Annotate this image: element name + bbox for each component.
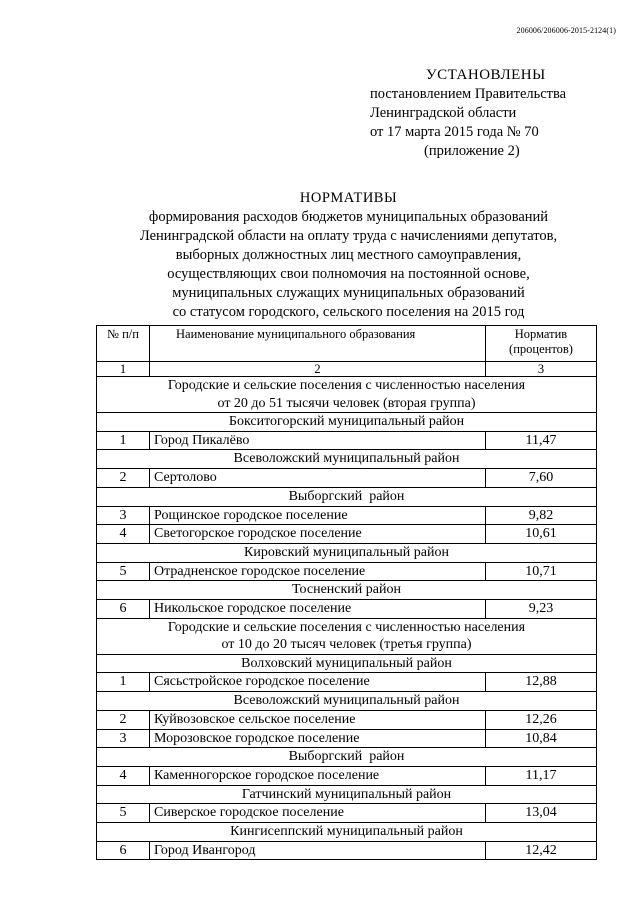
- approval-block: [370, 66, 620, 161]
- group-heading-line: от 10 до 20 тысяч человек (третья группа): [221, 637, 472, 653]
- table-row: [97, 469, 597, 488]
- norms-table: [96, 325, 597, 860]
- district-row: [97, 692, 597, 711]
- title-heading: НОРМАТИВЫ: [299, 190, 398, 206]
- district-name: Гатчинский муниципальный район: [97, 785, 597, 804]
- table-row: [97, 431, 597, 450]
- district-name: Кингисеппский муниципальный район: [97, 823, 597, 842]
- district-row: [97, 823, 597, 842]
- title-line: осуществляющих свои полномочия на постоянной основе,: [167, 266, 530, 282]
- district-row: [97, 543, 597, 562]
- district-name: Кировский муниципальный район: [97, 543, 597, 562]
- district-row: [97, 581, 597, 600]
- district-name: Волховский муниципальный район: [97, 654, 597, 673]
- district-row: [97, 785, 597, 804]
- group-heading-line: Городские и сельские поселения с численностью населения: [167, 619, 526, 635]
- approval-line: постановлением Правительства: [370, 86, 567, 102]
- title-line: выборных должностных лиц местного самоуправления,: [175, 247, 522, 263]
- group-heading-row: [97, 618, 597, 654]
- row-name: Каменногорское городское поселение: [150, 766, 486, 785]
- table-row: [97, 804, 597, 823]
- row-value: 7,60: [486, 469, 597, 488]
- row-name: Светогорское городское поселение: [150, 525, 486, 544]
- district-name: Тосненский район: [97, 581, 597, 600]
- row-num: 2: [97, 710, 150, 729]
- header-num: № п/п: [97, 326, 150, 362]
- title-line: формирования расходов бюджетов муниципальных образований: [148, 209, 549, 225]
- column-number-row: [97, 362, 597, 377]
- row-value: 11,17: [486, 766, 597, 785]
- approval-title: УСТАНОВЛЕНЫ: [426, 67, 546, 83]
- col-number: 1: [97, 362, 150, 377]
- approval-date: от 17 марта 2015 года № 70: [370, 124, 539, 140]
- group-heading-line: Городские и сельские поселения с численностью населения: [167, 378, 526, 393]
- row-num: 4: [97, 766, 150, 785]
- row-num: 1: [97, 431, 150, 450]
- group-heading: [97, 377, 597, 413]
- district-name: Выборгский район: [97, 748, 597, 767]
- col-number: 2: [150, 362, 486, 377]
- row-value: 11,47: [486, 431, 597, 450]
- header-name: Наименование муниципального образования: [150, 326, 486, 362]
- title-line: Ленинградской области на оплату труда с начислениями депутатов,: [139, 228, 558, 244]
- row-num: 3: [97, 506, 150, 525]
- district-name: Бокситогорский муниципальный район: [97, 413, 597, 432]
- row-num: 3: [97, 729, 150, 748]
- group-heading: [97, 618, 597, 654]
- row-name: Морозовское городское поселение: [150, 729, 486, 748]
- group-heading-row: [97, 377, 597, 413]
- row-value: 10,61: [486, 525, 597, 544]
- row-name: Город Ивангород: [150, 841, 486, 860]
- row-name: Никольское городское поселение: [150, 600, 486, 619]
- district-row: [97, 654, 597, 673]
- district-row: [97, 450, 597, 469]
- row-value: 9,82: [486, 506, 597, 525]
- title-line: муниципальных служащих муниципальных образований: [172, 285, 525, 301]
- row-num: 6: [97, 841, 150, 860]
- district-name: Всеволожский муниципальный район: [97, 450, 597, 469]
- row-name: Отрадненское городское поселение: [150, 562, 486, 581]
- header-norm: Норматив (процентов): [486, 326, 597, 362]
- table-row: [97, 841, 597, 860]
- district-row: [97, 487, 597, 506]
- document-title: [0, 189, 640, 322]
- table-row: [97, 729, 597, 748]
- row-num: 4: [97, 525, 150, 544]
- row-num: 6: [97, 600, 150, 619]
- row-num: 5: [97, 804, 150, 823]
- table-row: [97, 562, 597, 581]
- table-header-row: [97, 326, 597, 362]
- row-value: 13,04: [486, 804, 597, 823]
- row-num: 1: [97, 673, 150, 692]
- table-row: [97, 600, 597, 619]
- table-row: [97, 710, 597, 729]
- row-name: Рощинское городское поселение: [150, 506, 486, 525]
- row-num: 2: [97, 469, 150, 488]
- group-heading-line: от 20 до 51 тысячи человек (вторая группа): [217, 395, 476, 411]
- approval-line: Ленинградской области: [370, 105, 517, 121]
- row-num: 5: [97, 562, 150, 581]
- row-name: Сясьстройское городское поселение: [150, 673, 486, 692]
- district-row: [97, 748, 597, 767]
- document-code: 206006/206006-2015-2124(1): [516, 26, 616, 35]
- row-name: Сиверское городское поселение: [150, 804, 486, 823]
- title-line: со статусом городского, сельского поселения на 2015 год: [172, 304, 525, 320]
- row-name: Куйвозовское сельское поселение: [150, 710, 486, 729]
- row-value: 10,84: [486, 729, 597, 748]
- row-value: 9,23: [486, 600, 597, 619]
- row-value: 12,42: [486, 841, 597, 860]
- district-name: Выборгский район: [97, 487, 597, 506]
- table-row: [97, 525, 597, 544]
- row-value: 12,26: [486, 710, 597, 729]
- district-name: Всеволожский муниципальный район: [97, 692, 597, 711]
- appendix-label: (приложение 2): [424, 143, 520, 159]
- row-value: 12,88: [486, 673, 597, 692]
- row-name: Город Пикалёво: [150, 431, 486, 450]
- district-row: [97, 413, 597, 432]
- col-number: 3: [486, 362, 597, 377]
- table-row: [97, 673, 597, 692]
- table-row: [97, 506, 597, 525]
- row-name: Сертолово: [150, 469, 486, 488]
- table-row: [97, 766, 597, 785]
- row-value: 10,71: [486, 562, 597, 581]
